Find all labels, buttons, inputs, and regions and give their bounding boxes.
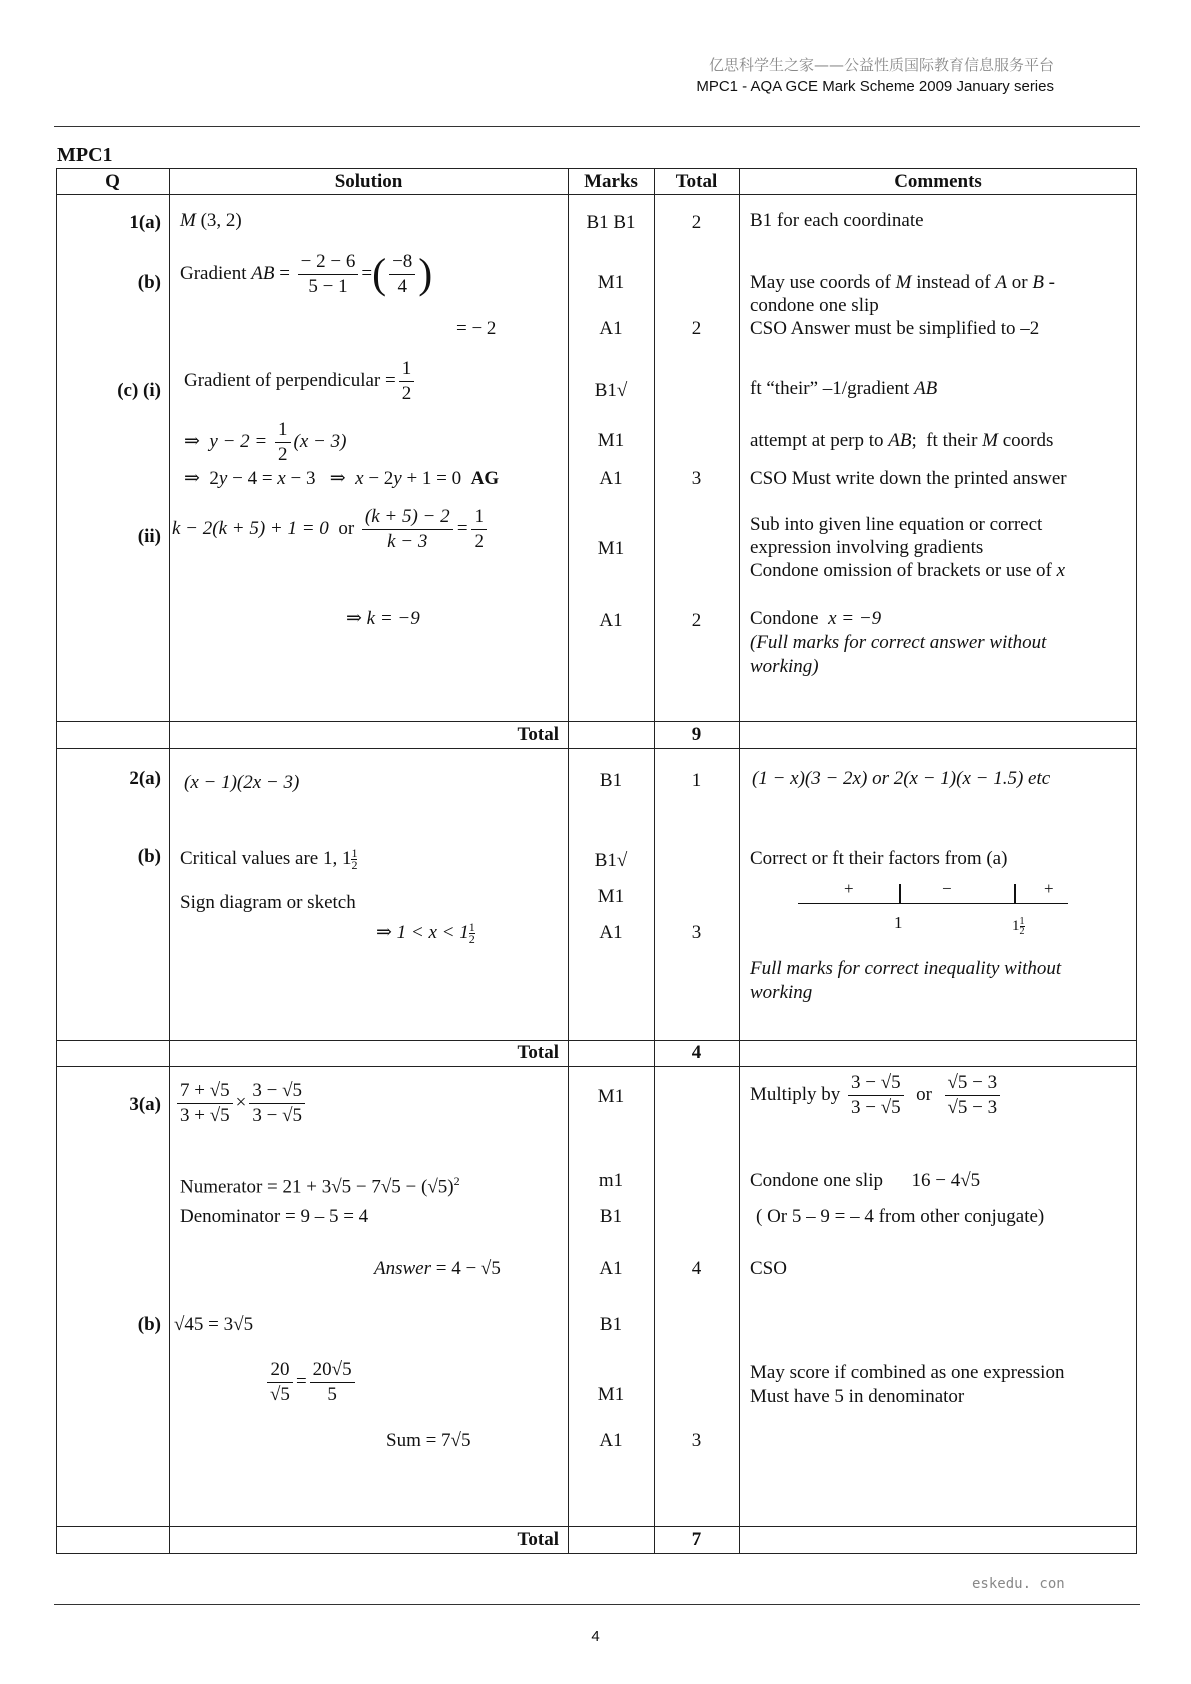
q3a-comment4: CSO	[750, 1258, 787, 1279]
q2a-total: 1	[691, 770, 702, 791]
q1b-comment2: condone one slip	[750, 295, 879, 316]
col-header-solution: Solution	[334, 171, 403, 192]
q1b-marks2: A1	[599, 318, 623, 339]
q2b-label: (b)	[137, 846, 161, 867]
col-header-marks: Marks	[584, 171, 638, 192]
q1b-comment3: CSO Answer must be simplified to –2	[750, 318, 1040, 339]
q1b-comment1: May use coords of M instead of A or B -	[750, 272, 1055, 293]
q1cii-label: (ii)	[137, 526, 161, 547]
q3a-label: 3(a)	[129, 1094, 161, 1115]
q1ci-marks: B1√	[594, 380, 628, 401]
q2b-marks3: A1	[599, 922, 623, 943]
q1cii-comment5: (Full marks for correct answer without	[750, 632, 1047, 653]
q2-total-label: Total	[517, 1042, 559, 1063]
q1a-comment: B1 for each coordinate	[750, 210, 924, 231]
q1ci-step2: ⇒ 2y − 4 = x − 3 ⇒ x − 2y + 1 = 0 AG	[184, 468, 500, 489]
q3a-marks: M1	[597, 1086, 625, 1107]
q3a-numerator: Numerator = $21 + 3√5 - 7√5 - (√5)^2$	[180, 1174, 460, 1198]
q1cii-comment3: Condone omission of brackets or use of x	[750, 560, 1066, 581]
q3a-comment: Multiply by $\frac{3 - √5}{3 - √5}$ or $\frac{√5 - 3}{√5 - 3}$	[750, 1062, 1003, 1128]
q1b-solution: Gradient AB = $\frac{- 2 - 6}{5 - 1}$ =( $\frac{-8}{4}$ )	[180, 251, 433, 298]
q1cii-comment1: Sub into given line equation or correct	[750, 514, 1043, 535]
q1ci-marks2: M1	[597, 430, 625, 451]
q1-total-label: Total	[517, 724, 559, 745]
q1a-label: 1(a)	[129, 212, 161, 233]
mark-scheme-table	[56, 168, 1137, 1554]
q1b-solution2: = − 2	[456, 318, 497, 339]
q1cii-marks2: A1	[599, 610, 623, 631]
q1ci-solution: Gradient of perpendicular = $\frac{1}{2}$	[184, 352, 417, 410]
q3b-total: 3	[691, 1430, 702, 1451]
q1a-total: 2	[691, 212, 702, 233]
q1-total: 9	[691, 724, 702, 745]
q3-total: 7	[691, 1529, 702, 1550]
page-number: 4	[591, 1628, 600, 1645]
col-header-q: Q	[105, 171, 120, 192]
q3-total-label: Total	[517, 1529, 559, 1550]
section-title: MPC1	[57, 144, 113, 166]
q3a-comment3: ( Or 5 – 9 = – 4 from other conjugate)	[756, 1206, 1045, 1227]
q3b-marks: B1	[599, 1314, 623, 1335]
q2a-comment: (1 − x)(3 − 2x) or 2(x − 1)(x − 1.5) etc	[752, 768, 1051, 789]
q2b-solution3: ⇒ 1 < x < 1 $\frac{1}{2}$	[376, 920, 475, 947]
q2b-comment1: Correct or ft their factors from (a)	[750, 848, 1008, 869]
sign-one: 1	[894, 913, 903, 932]
q1cii-total: 2	[691, 610, 702, 631]
q2b-comment3: working	[750, 982, 813, 1003]
sign-plus-right: +	[1044, 879, 1054, 898]
q3a-marks3: B1	[599, 1206, 623, 1227]
q3b-step: $\frac{20}{√5}$ = $\frac{20√5}{5}$	[264, 1352, 358, 1412]
q2b-comment2: Full marks for correct inequality without	[750, 958, 1062, 979]
q1ci-comment: ft “their” –1/gradient AB	[750, 378, 938, 399]
q1ci-comment3: CSO Must write down the printed answer	[750, 468, 1067, 489]
q2b-marks2: M1	[597, 886, 625, 907]
q3a-total: 4	[691, 1258, 702, 1279]
sign-minus: −	[942, 879, 952, 898]
sign-plus-left: +	[844, 879, 854, 898]
sign-one-half: 1 $\frac{1}{2}$	[1012, 916, 1025, 938]
q1cii-marks: M1	[597, 538, 625, 559]
q2a-label: 2(a)	[129, 768, 161, 789]
header-site: 亿思科学生之家——公益性质国际教育信息服务平台	[708, 56, 1054, 74]
q3b-comment2: Must have 5 in denominator	[750, 1386, 965, 1407]
q1a-marks: B1 B1	[586, 212, 636, 233]
q1ci-step1: ⇒ y − 2 = $\frac{1}{2}$ (x − 3)	[184, 419, 347, 466]
q2-total: 4	[691, 1042, 702, 1063]
q2b-total: 3	[691, 922, 702, 943]
header-rule	[54, 126, 1140, 127]
q3b-marks2: M1	[597, 1384, 625, 1405]
q1ci-marks3: A1	[599, 468, 623, 489]
q3b-comment1: May score if combined as one expression	[750, 1362, 1065, 1383]
q1a-solution: M (3, 2)	[180, 210, 242, 231]
q1cii-comment6: working)	[750, 656, 819, 677]
q2b-solution2: Sign diagram or sketch	[180, 892, 356, 913]
q1ci-label: (c) (i)	[117, 380, 161, 401]
col-header-total: Total	[675, 171, 718, 192]
q3a-comment2: Condone one slip 16 − 4√5	[750, 1170, 981, 1191]
q2a-solution: (x − 1)(2x − 3)	[184, 772, 300, 793]
q3a-answer: Answer = 4 − √5	[374, 1258, 501, 1279]
footer-site: eskedu. con	[972, 1576, 1065, 1592]
q3a-marks4: A1	[599, 1258, 623, 1279]
q3a-marks2: m1	[598, 1170, 624, 1191]
q2a-marks: B1	[599, 770, 623, 791]
q1b-total: 2	[691, 318, 702, 339]
header-doc-title: MPC1 - AQA GCE Mark Scheme 2009 January series	[696, 78, 1054, 95]
footer-rule	[54, 1604, 1140, 1605]
q1cii-comment2: expression involving gradients	[750, 537, 984, 558]
q1cii-solution: k − 2(k + 5) + 1 = 0 or $\frac{(k + 5) - 2}{k - 3}$ = $\frac{1}{2}$	[172, 501, 490, 557]
q1ci-total: 3	[691, 468, 702, 489]
q3b-sum: Sum = 7√5	[386, 1430, 471, 1451]
q3b-label: (b)	[137, 1314, 161, 1335]
q3a-denominator: Denominator = 9 – 5 = 4	[180, 1206, 369, 1227]
q1b-fraction: $\frac{- 2 - 6}{5 - 1}$	[298, 250, 359, 299]
q1b-fraction2: $\frac{-8}{4}$	[389, 250, 415, 299]
q1b-label: (b)	[137, 272, 161, 293]
q3b-marks3: A1	[599, 1430, 623, 1451]
q1ci-comment2: attempt at perp to AB; ft their M coords	[750, 430, 1054, 451]
q1b-marks: M1	[597, 272, 625, 293]
q1cii-comment4: Condone x = −9	[750, 608, 882, 629]
q2b-marks1: B1√	[594, 850, 628, 871]
q2b-solution1: Critical values are 1, 1 $\frac{1}{2}$	[180, 846, 358, 873]
q3a-solution: $\frac{7 + √5}{3 + √5}$ × $\frac{3 - √5}{3 - √5}$	[174, 1070, 308, 1136]
q1cii-solution2: ⇒ k = −9	[346, 608, 420, 629]
col-header-comments: Comments	[894, 171, 982, 192]
q3b-solution: √45 = 3√5	[174, 1314, 254, 1335]
